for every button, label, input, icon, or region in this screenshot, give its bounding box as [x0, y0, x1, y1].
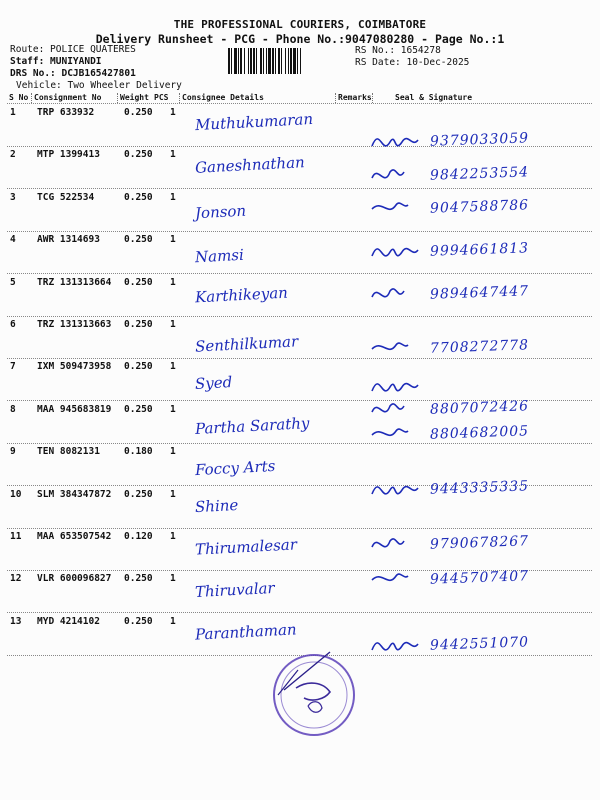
handwritten-consignee-name: Syed — [194, 373, 233, 393]
handwritten-consignee-name: Paranthaman — [194, 620, 298, 644]
row-pcs: 1 — [170, 276, 176, 288]
column-divider — [179, 93, 180, 103]
row-consignment-no: MAA 945683819 — [37, 403, 112, 415]
row-consignment-no: TRP 633932 — [37, 107, 95, 118]
row-sno: 11 — [10, 531, 22, 542]
signature-scribble-image — [372, 195, 432, 221]
barcode-image — [228, 48, 350, 74]
row-consignment-no: IXM 509473958 — [37, 361, 112, 373]
signature-scribble-image — [372, 531, 432, 557]
row-weight: 0.250 — [124, 149, 153, 161]
handwritten-consignee-name: Ganeshnathan — [194, 153, 306, 177]
handwritten-consignee-name: Foccy Arts — [194, 456, 276, 480]
row-pcs: 1 — [170, 446, 176, 458]
row-sno: 13 — [10, 615, 22, 627]
handwritten-phone-number: 9442551070 — [429, 634, 530, 654]
staff-line: Staff: MUNIYANDI — [10, 56, 102, 67]
signature-scribble-image — [372, 396, 432, 422]
rs-number: RS No.: 1654278 — [355, 45, 441, 56]
row-weight: 0.180 — [124, 446, 153, 458]
row-consignment-no: TEN 8082131 — [37, 446, 100, 458]
drs-line: DRS No.: DCJB165427801 — [10, 68, 136, 79]
row-pcs: 1 — [170, 149, 176, 161]
handwritten-phone-number: 9894647447 — [429, 283, 530, 303]
row-consignment-no: VLR 600096827 — [37, 573, 112, 585]
row-weight: 0.250 — [124, 573, 153, 585]
row-consignment-no: MYD 4214102 — [37, 615, 100, 627]
row-sno: 1 — [10, 107, 16, 118]
row-weight: 0.250 — [124, 234, 153, 246]
row-sno: 4 — [10, 234, 16, 246]
handwritten-phone-number: 9790678267 — [429, 533, 530, 553]
row-sno: 6 — [10, 319, 16, 330]
rs-info — [355, 45, 469, 69]
row-pcs: 1 — [170, 191, 176, 203]
row-consignment-no: MTP 1399413 — [37, 149, 100, 161]
row-consignment-no: TCG 522534 — [37, 191, 95, 203]
row-consignment-no: SLM 384347872 — [37, 488, 112, 500]
handwritten-consignee-name: Muthukumaran — [194, 109, 314, 135]
row-sno: 5 — [10, 276, 16, 288]
row-sno: 8 — [10, 403, 16, 415]
handwritten-phone-number: 8804682005 — [429, 423, 530, 443]
signature-scribble-image — [372, 335, 432, 361]
handwritten-phone-number: 8807072426 — [429, 398, 530, 418]
row-consignment-no: TRZ 131313664 — [37, 276, 112, 288]
row-pcs: 1 — [170, 234, 176, 246]
handwritten-phone-number: 9047588786 — [429, 197, 530, 217]
column-divider — [372, 93, 373, 103]
handwritten-phone-number: 9379033059 — [429, 130, 530, 150]
row-sno: 9 — [10, 446, 16, 458]
courier-stamp-image — [268, 650, 360, 740]
handwritten-consignee-name: Shine — [194, 495, 239, 517]
row-pcs: 1 — [170, 573, 176, 585]
col-signature: Seal & Signature — [395, 93, 473, 102]
signature-scribble-image — [372, 238, 432, 264]
row-consignment-no: TRZ 131313663 — [37, 319, 112, 330]
col-pcs: PCS — [154, 93, 169, 102]
signature-scribble-image — [372, 128, 432, 154]
column-divider — [31, 93, 32, 103]
col-consignment: Consignment No — [34, 93, 102, 102]
company-title: THE PROFESSIONAL COURIERS, COIMBATORE — [173, 18, 427, 31]
row-weight: 0.250 — [124, 615, 153, 627]
row-weight: 0.250 — [124, 319, 153, 330]
col-consignee: Consignee Details — [182, 93, 264, 102]
row-sno: 10 — [10, 488, 22, 500]
handwritten-phone-number: 7708272778 — [429, 337, 530, 357]
row-weight: 0.120 — [124, 531, 153, 542]
row-sno: 7 — [10, 361, 16, 373]
row-weight: 0.250 — [124, 488, 153, 500]
row-pcs: 1 — [170, 403, 176, 415]
row-sno: 3 — [10, 191, 16, 203]
row-weight: 0.250 — [124, 191, 153, 203]
header-divider — [7, 103, 592, 104]
row-pcs: 1 — [170, 107, 176, 118]
signature-scribble-image — [372, 476, 432, 502]
handwritten-consignee-name: Jonson — [194, 201, 247, 223]
signature-scribble-image — [372, 281, 432, 307]
row-pcs: 1 — [170, 531, 176, 542]
handwritten-consignee-name: Thiruvalar — [194, 578, 276, 602]
handwritten-consignee-name: Karthikeyan — [194, 283, 289, 307]
runsheet-subtitle: Delivery Runsheet - PCG - Phone No.:9047080280 - Page No.:1 — [95, 32, 505, 46]
handwritten-phone-number: 9994661813 — [429, 240, 530, 260]
row-consignment-no: AWR 1314693 — [37, 234, 100, 246]
handwritten-consignee-name: Senthilkumar — [194, 332, 299, 356]
row-pcs: 1 — [170, 361, 176, 373]
row-sno: 2 — [10, 149, 16, 161]
handwritten-consignee-name: Partha Sarathy — [194, 414, 310, 438]
row-pcs: 1 — [170, 319, 176, 330]
route-line: Route: POLICE QUATERES — [10, 44, 136, 55]
row-sno: 12 — [10, 573, 22, 585]
row-consignment-no: MAA 653507542 — [37, 531, 112, 542]
signature-scribble-image — [372, 566, 432, 592]
row-weight: 0.250 — [124, 361, 153, 373]
signature-scribble-image — [372, 162, 432, 188]
vehicle-line: Vehicle: Two Wheeler Delivery — [16, 80, 182, 91]
column-divider — [117, 93, 118, 103]
rs-date: RS Date: 10-Dec-2025 — [355, 57, 470, 68]
row-weight: 0.250 — [124, 107, 153, 118]
route-info — [10, 44, 182, 92]
col-sno: S No — [9, 93, 29, 102]
handwritten-phone-number: 9445707407 — [429, 568, 530, 588]
row-pcs: 1 — [170, 488, 176, 500]
column-divider — [335, 93, 336, 103]
handwritten-consignee-name: Namsi — [194, 245, 245, 267]
signature-scribble-image — [372, 421, 432, 447]
row-weight: 0.250 — [124, 276, 153, 288]
row-weight: 0.250 — [124, 403, 153, 415]
row-pcs: 1 — [170, 615, 176, 627]
handwritten-phone-number: 9842253554 — [429, 164, 530, 184]
table-row — [7, 359, 592, 402]
col-weight: Weight — [120, 93, 149, 102]
signature-scribble-image — [372, 632, 432, 658]
handwritten-consignee-name: Thirumalesar — [194, 535, 298, 559]
handwritten-phone-number: 9443335335 — [429, 478, 530, 498]
col-remarks: Remarks — [338, 93, 372, 102]
